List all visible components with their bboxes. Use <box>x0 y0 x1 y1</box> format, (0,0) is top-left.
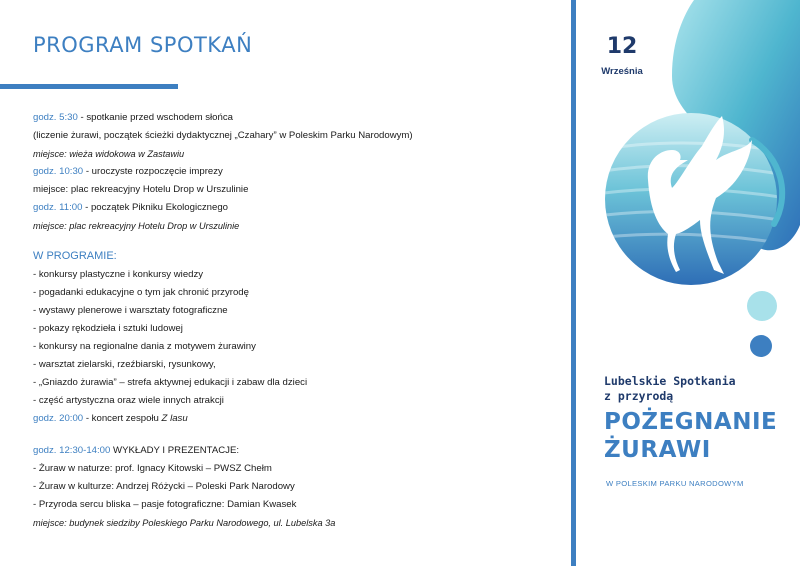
lecture-item: - Żuraw w naturze: prof. Ignacy Kitowski – PWSZ Chełm <box>33 463 272 474</box>
lectures-venue: miejsce: budynek siedziby Poleskiego Parku Narodowego, ul. Lubelska 3a <box>33 518 336 528</box>
schedule-venue: miejsce: plac rekreacyjny Hotelu Drop w Urszulinie <box>33 184 249 195</box>
program-item: - konkursy na regionalne dania z motywem żurawiny <box>33 341 256 352</box>
schedule-line: (liczenie żurawi, początek ścieżki dydaktycznej „Czahary” w Poleskim Parku Narodowym) <box>33 130 413 141</box>
page-title: PROGRAM SPOTKAŃ <box>33 33 253 57</box>
program-item: - pokazy rękodzieła i sztuki ludowej <box>33 323 183 334</box>
program-item: - pogadanki edukacyjne o tym jak chronić przyrodę <box>33 287 249 298</box>
program-item: - „Gniazdo żurawia” – strefa aktywnej edukacji i zabaw dla dzieci <box>33 377 308 388</box>
program-heading: W PROGRAMIE: <box>33 250 117 262</box>
lectures-block <box>33 442 335 532</box>
event-month: Września <box>601 66 643 77</box>
lectures-heading: godz. 12:30-14:00 WYKŁADY I PREZENTACJE: <box>33 445 240 456</box>
program-item: - część artystyczna oraz wiele innych atrakcji <box>33 395 224 406</box>
schedule-line: godz. 11:00 - początek Pikniku Ekologicznego <box>33 202 229 213</box>
program-item: - wystawy plenerowe i warsztaty fotograficzne <box>33 305 228 316</box>
lecture-item: - Żuraw w kulturze: Andrzej Różycki – Poleski Park Narodowy <box>33 481 295 492</box>
program-item: - warsztat zielarski, rzeźbiarski, rysunkowy, <box>33 359 216 370</box>
decorative-dot <box>750 335 772 357</box>
schedule-line: godz. 5:30 - spotkanie przed wschodem słońca <box>33 112 233 123</box>
organizer-name: Lubelskie Spotkania z przyrodą <box>604 374 736 403</box>
schedule-block <box>33 109 413 235</box>
event-day: 12 <box>606 34 638 59</box>
title-underline <box>0 84 178 89</box>
program-item: - konkursy plastyczne i konkursy wiedzy <box>33 269 204 280</box>
concert-line: godz. 20:00 - koncert zespołu Z lasu <box>33 413 188 424</box>
decorative-dot <box>747 291 777 321</box>
event-title: POŻEGNANIE ŻURAWI <box>604 409 778 463</box>
schedule-venue: miejsce: plac rekreacyjny Hotelu Drop w Urszulinie <box>33 221 240 231</box>
event-panel <box>576 0 800 566</box>
lecture-item: - Przyroda sercu bliska – pasje fotograficzne: Damian Kwasek <box>33 499 297 510</box>
schedule-line: godz. 10:30 - uroczyste rozpoczęcie imprezy <box>33 166 223 177</box>
schedule-venue: miejsce: wieża widokowa w Zastawiu <box>33 149 185 159</box>
program-block <box>33 247 307 428</box>
park-name: W POLESKIM PARKU NARODOWYM <box>606 479 744 488</box>
